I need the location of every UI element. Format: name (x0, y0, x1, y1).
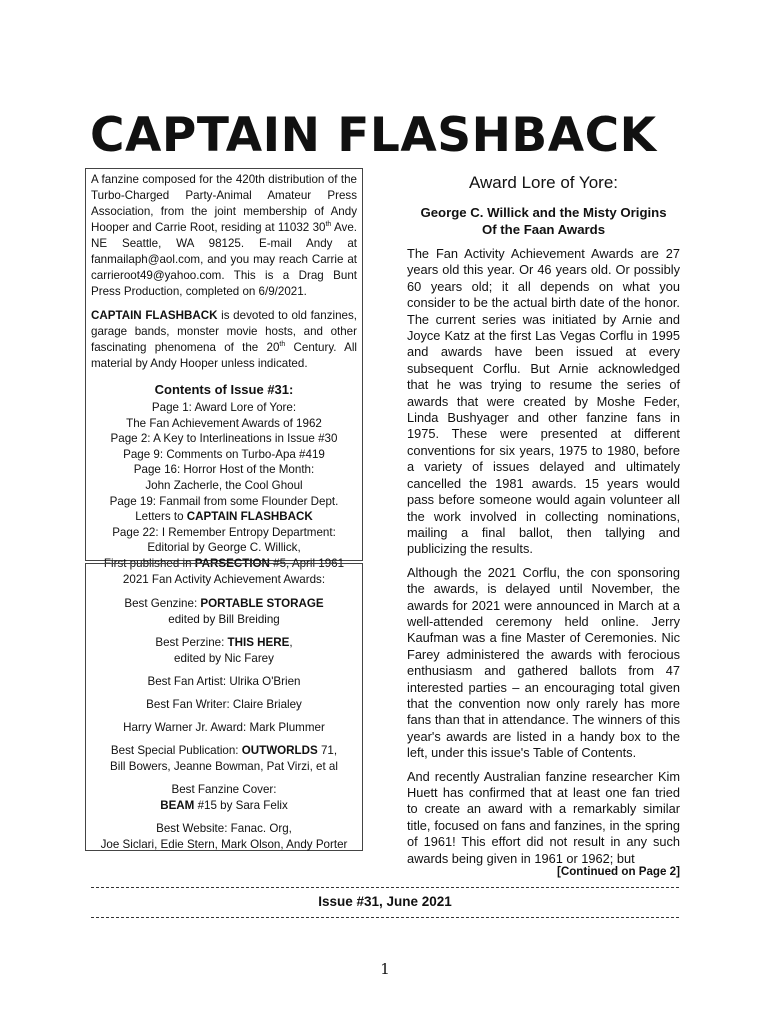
dashed-rule-top (91, 887, 679, 888)
awards-heading: 2021 Fan Activity Achievement Awards: (122, 573, 326, 586)
contents-item: The Fan Achievement Awards of 1962 (126, 416, 322, 430)
mission-text-2: Century. All material by Andy Hooper unless indicated. (91, 341, 357, 370)
award-label: Best Website: Fanac. Org, (156, 822, 292, 835)
award-harry-warner (90, 720, 358, 736)
award-text: Best Fan Writer: Claire Brialey (146, 698, 302, 711)
award-label: Best Perzine: (155, 636, 228, 649)
award-label: Best Fanzine Cover: (171, 783, 277, 796)
award-best-fanzine-cover (90, 782, 358, 814)
contents-item: Page 19: Fanmail from some Flounder Dept. (109, 494, 339, 508)
dashed-rule-bottom (91, 917, 679, 918)
issue-line: Issue #31, June 2021 (318, 894, 452, 909)
colophon-text-2: Ave. NE Seattle, WA 98125. E-mail Andy at fanmailaph@aol.com, and you may reach Carrie at carrieroot49@yahoo.com. This is a Drag Bunt Press Production, completed on 6/9/2021. (91, 221, 357, 298)
award-best-website (90, 821, 358, 853)
contents-text: Letters to (135, 510, 187, 524)
award-label: Best Genzine: (124, 597, 201, 610)
award-label: Best Special Publication: (110, 744, 242, 757)
award-punct: , (289, 636, 293, 649)
award-text: Best Fan Artist: Ulrika O'Brien (147, 675, 301, 688)
award-text: #15 by Sara Felix (194, 799, 288, 812)
mission-text-1: is devoted to old fanzines, garage bands, monster movie hosts, and other fascinating phenomena of the 20 (91, 309, 357, 354)
contents-item (91, 509, 357, 525)
colophon-text-1: A fanzine composed for the 420th distribution of the Turbo-Charged Party-Animal Amateur Press Association, from the joint membership of Andy Hooper and Carrie Root, residing at 11032 30 (91, 173, 357, 234)
contents-heading: Contents of Issue #31: (154, 382, 294, 397)
contents-list (91, 400, 357, 572)
page-number: 1 (380, 960, 390, 978)
contents-item: Page 2: A Key to Interlineations in Issue #30 (110, 432, 338, 446)
contents-text: First published in (103, 556, 195, 570)
continued-note: [Continued on Page 2] (556, 865, 680, 878)
award-credit: edited by Bill Breiding (168, 613, 280, 626)
contents-title-inline: PARSECTION (194, 556, 270, 570)
award-best-special-publication (90, 743, 358, 775)
contents-item: John Zacherle, the Cool Ghoul (145, 478, 303, 492)
article-paragraph: The Fan Activity Achievement Awards are 27 years old this year. Or 46 years old. Or possibly 60 years old; it all depends on what you consider to be the actual birth date of the honor. The current series was initiated by Arnie and Joyce Katz at the first Las Vegas Corflu in 1995 and awards have been issued at every subsequent Corflu. But Arnie acknowledged that he was trying to resume the series of awards that were created by Moshe Feder, Linda Bushyager and other fanzine fans in 1975. These were presented at different conventions for six years, 1975 to 1980, before a variety of issues delayed and ultimately cancelled the 1981 awards. 15 years would pass before someone would again volunteer all the work involved in collecting nominations, mailing a final ballot, then tallying and publicizing the results. (407, 246, 680, 557)
award-title: BEAM (160, 799, 195, 812)
article-subtitle-line: Of the Faan Awards (481, 222, 606, 237)
article-title: Award Lore of Yore: (468, 173, 618, 192)
award-best-genzine (90, 596, 358, 628)
article-subtitle (407, 204, 680, 238)
contents-text: #5, April 1961 (269, 556, 345, 570)
article-column (407, 172, 680, 874)
contents-item: Page 16: Horror Host of the Month: (133, 463, 315, 477)
award-best-perzine (90, 635, 358, 667)
award-best-fan-writer (90, 697, 358, 713)
contents-item: Page 1: Award Lore of Yore: (151, 401, 297, 414)
fanzine-title-inline: CAPTAIN FLASHBACK (91, 309, 218, 322)
award-title: OUTWORLDS (241, 744, 318, 757)
award-title: PORTABLE STORAGE (200, 597, 324, 610)
masthead-title: CAPTAIN FLASHBACK (90, 108, 657, 163)
awards-box (85, 563, 363, 851)
award-best-fan-artist (90, 674, 358, 690)
article-subtitle-line: George C. Willick and the Misty Origins (420, 205, 667, 220)
colophon-box (85, 168, 363, 570)
contents-item: Page 22: I Remember Entropy Department: (112, 525, 336, 539)
mission-paragraph (91, 308, 357, 372)
article-paragraph: Although the 2021 Corflu, the con sponsoring the awards, is delayed until November, the awards for 2021 were announced in March at a well-attended ceremony held online. Jerry Kaufman was a fine Master of Ceremonies. Nic Farey administered the awards with ferocious enthusiasm and gathered ballots from 47 interested parties – an encouraging total given that the convention now only rarely has more fans than that in attendance. The winners of this year's awards are listed in a handy box to the left, under this issue's Table of Contents. (407, 564, 680, 761)
award-credit: Bill Bowers, Jeanne Bowman, Pat Virzi, et al (110, 760, 338, 773)
award-text: 71, (317, 744, 338, 757)
award-text: Harry Warner Jr. Award: Mark Plummer (123, 721, 325, 734)
award-credit: edited by Nic Farey (174, 652, 274, 665)
award-credit: Joe Siclari, Edie Stern, Mark Olson, Andy Porter (100, 838, 348, 851)
contents-title-inline: CAPTAIN FLASHBACK (186, 510, 313, 524)
contents-item: Editorial by George C. Willick, (147, 541, 301, 555)
ordinal-suffix: th (279, 341, 286, 349)
article-paragraph: And recently Australian fanzine researcher Kim Huett has confirmed that at least one fan tried to create an award with a remarkably similar title, focused on fans and fanzines, in the spring of 1961! This effort did not result in any such awards being given in 1961 or 1962; but (407, 768, 680, 866)
colophon-paragraph (91, 172, 357, 300)
award-title: THIS HERE (227, 636, 290, 649)
contents-item: Page 9: Comments on Turbo-Apa #419 (123, 447, 325, 461)
ordinal-suffix: th (325, 221, 332, 229)
